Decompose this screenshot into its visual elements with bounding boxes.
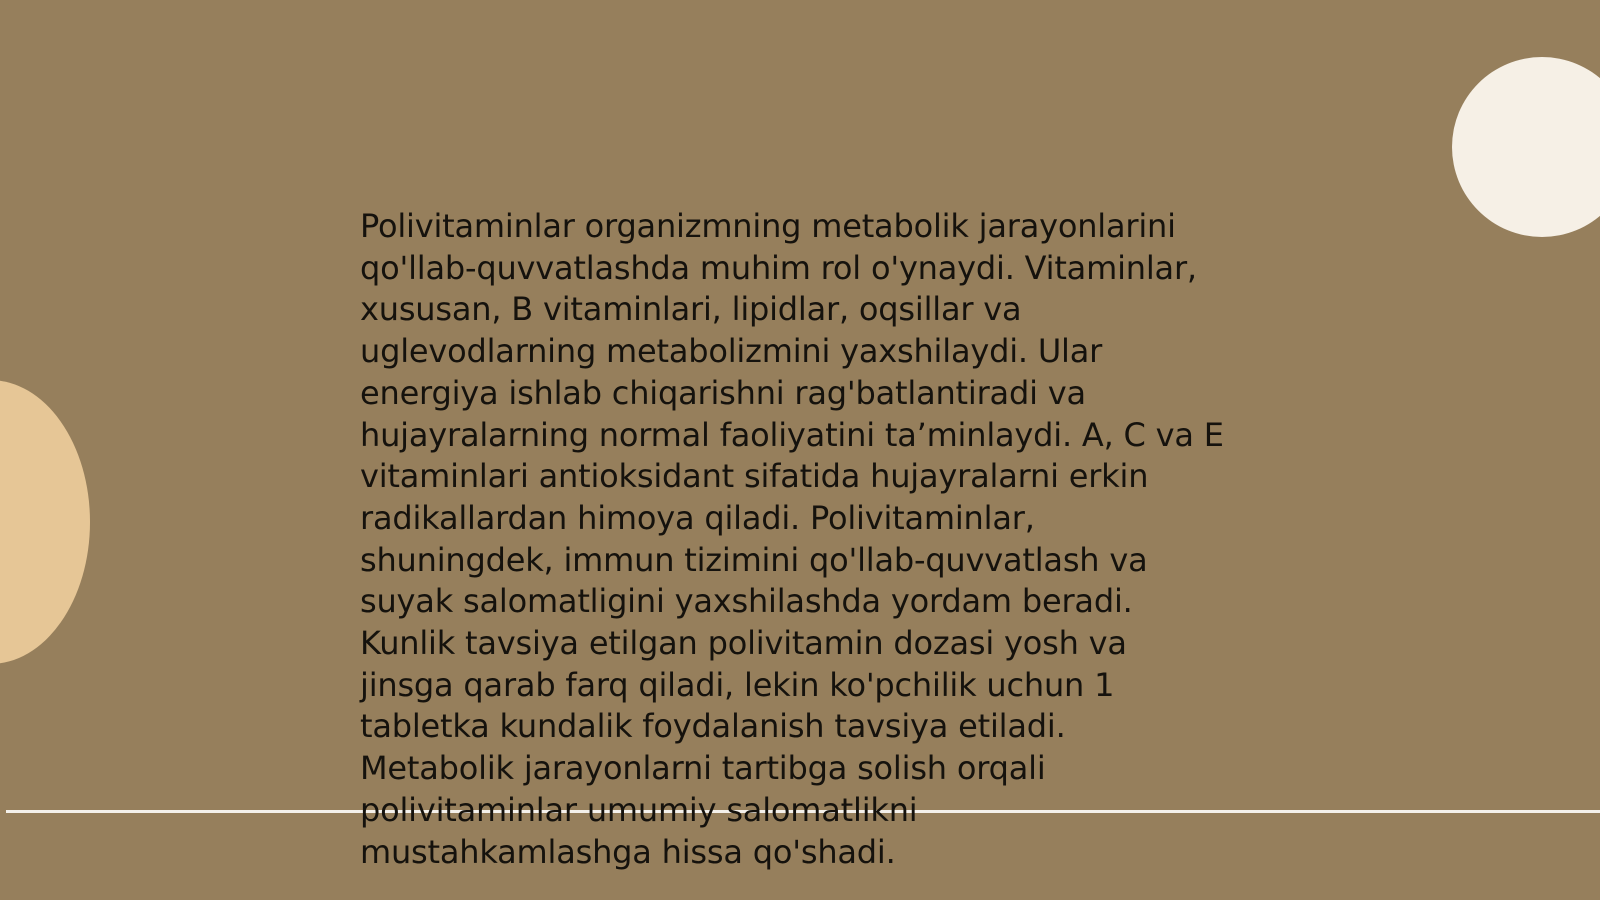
paragraph-line: xususan, B vitaminlari, lipidlar, oqsillar va [360,290,1022,329]
paragraph-line: polivitaminlar umumiy salomatlikni [360,790,918,829]
paragraph-line: jinsga qarab farq qiladi, lekin ko'pchilik uchun 1 [360,665,1115,704]
paragraph-line: mustahkamlashga hissa qo'shadi. [360,832,896,871]
paragraph-line: Metabolik jarayonlarni tartibga solish orqali [360,749,1046,788]
paragraph-line: Kunlik tavsiya etilgan polivitamin dozasi yosh va [360,624,1127,663]
decorative-circle-left [0,380,90,664]
paragraph-line: energiya ishlab chiqarishni rag'batlantiradi va [360,373,1086,412]
paragraph-line: shuningdek, immun tizimini qo'llab-quvvatlash va [360,540,1148,579]
paragraph-line: suyak salomatligini yaxshilashda yordam beradi. [360,582,1133,621]
body-paragraph [360,206,1260,873]
paragraph-line: radikallardan himoya qiladi. Polivitaminlar, [360,498,1035,537]
paragraph-line: vitaminlari antioksidant sifatida hujayralarni erkin [360,457,1149,496]
paragraph-line: Polivitaminlar organizmning metabolik jarayonlarini [360,207,1176,245]
decorative-circle-right [1452,57,1600,237]
paragraph-line: uglevodlarning metabolizmini yaxshilaydi. Ular [360,332,1103,371]
paragraph-line: hujayralarning normal faoliyatini ta’minlaydi. A, C va E [360,415,1224,454]
paragraph-line: tabletka kundalik foydalanish tavsiya etiladi. [360,707,1066,746]
paragraph-line: qo'llab-quvvatlashda muhim rol o'ynaydi. Vitaminlar, [360,248,1197,287]
